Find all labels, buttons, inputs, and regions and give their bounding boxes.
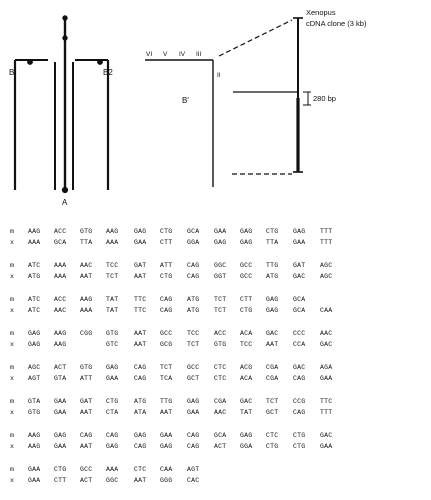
codon: AAT [160,409,173,416]
codon: GGC [214,262,227,269]
species-label: m [10,398,14,405]
codon: ATT [160,262,173,269]
codon: ACG [240,364,253,371]
codon: GAA [293,239,306,246]
species-label: m [10,228,14,235]
codon: CTG [293,432,306,439]
codon: TCA [160,375,173,382]
codon: TCT [214,307,227,314]
codon: CAG [134,443,147,450]
codon: CTC [214,364,227,371]
codon: TTT [320,228,333,235]
species-label: x [10,443,14,450]
codon: GAG [106,443,119,450]
codon: GAG [187,398,200,405]
sequence-row-m [0,465,431,474]
codon: ACC [54,228,67,235]
codon: TTC [134,307,147,314]
codon: TTC [320,398,333,405]
codon: AAA [54,273,67,280]
species-label: x [10,341,14,348]
codon: CCG [293,398,306,405]
codon: CTG [266,443,279,450]
codon: GAA [28,466,41,473]
codon: ATC [28,307,41,314]
codon: GAA [320,375,333,382]
species-label: m [10,330,14,337]
codon: GTG [80,364,93,371]
codon: AGT [187,466,200,473]
codon: TAT [106,307,119,314]
codon: AGC [320,262,333,269]
codon: GAG [54,432,67,439]
label-iii: III [196,51,202,58]
sequence-row-x [0,238,431,247]
codon: GCC [240,273,253,280]
codon: CGA [214,398,227,405]
codon: GAT [293,262,306,269]
codon: AAG [28,432,41,439]
codon: GAG [214,239,227,246]
species-label: x [10,239,14,246]
codon: ATG [187,307,200,314]
codon: TTA [266,239,279,246]
codon: ATG [187,296,200,303]
codon: GCG [160,341,173,348]
codon: AAA [54,262,67,269]
species-label: m [10,296,14,303]
sequence-row-m [0,431,431,440]
codon: GAG [28,341,41,348]
codon: GTG [80,228,93,235]
codon: GGC [106,477,119,484]
codon: GCA [293,296,306,303]
codon: GAA [54,443,67,450]
codon: AAG [28,228,41,235]
codon: GAC [293,364,306,371]
label-b-prime: B' [182,96,189,105]
codon: TCT [214,296,227,303]
codon: AGC [28,364,41,371]
codon: CAG [293,375,306,382]
codon: TTG [266,262,279,269]
codon: AAG [106,228,119,235]
codon: GAC [320,341,333,348]
codon: AGA [320,364,333,371]
codon: GAG [28,330,41,337]
codon: AAA [28,239,41,246]
species-label: m [10,262,14,269]
codon: CAG [187,443,200,450]
codon: TCT [187,341,200,348]
codon: GCA [54,239,67,246]
codon: CAG [134,364,147,371]
sequence-row-m [0,295,431,304]
codon: GAC [320,432,333,439]
codon: GAG [134,228,147,235]
sequence-row-x [0,340,431,349]
codon: ATC [28,262,41,269]
codon: CTA [106,409,119,416]
codon: GAG [293,228,306,235]
sequence-row-x [0,476,431,485]
label-iv: IV [179,51,186,58]
species-label: x [10,273,14,280]
codon: GAA [28,477,41,484]
label-b2: B2 [103,68,113,77]
codon: AGT [28,375,41,382]
codon: ACT [80,477,93,484]
codon: GGA [187,239,200,246]
codon: ATA [134,409,147,416]
species-label: x [10,307,14,314]
codon: CTC [134,466,147,473]
codon: CCA [293,341,306,348]
species-label: x [10,375,14,382]
clone-label-line2: cDNA clone (3 kb) [306,19,367,28]
codon: TCT [266,398,279,405]
codon: CAC [187,477,200,484]
codon: AAC [214,409,227,416]
bp-label: 280 bp [313,94,336,103]
codon: ATG [266,273,279,280]
codon: ACC [54,296,67,303]
codon: CAA [320,307,333,314]
codon: CTG [266,228,279,235]
codon: GCC [160,330,173,337]
codon: AAT [134,477,147,484]
codon: CAG [160,307,173,314]
label-b1: B' [9,68,16,77]
codon: GAC [240,398,253,405]
codon: TTA [80,239,93,246]
codon: GGA [240,443,253,450]
codon: GTA [28,398,41,405]
codon: ATT [80,375,93,382]
codon: CAG [293,409,306,416]
species-label: m [10,466,14,473]
codon: TTT [320,239,333,246]
codon: CTG [106,398,119,405]
codon: GAG [106,364,119,371]
codon: CAG [160,296,173,303]
codon: GCC [80,466,93,473]
clone-label-line1: Xenopus [306,8,336,17]
codon: GTC [106,341,119,348]
codon: GAA [320,443,333,450]
codon: GGG [160,477,173,484]
codon: AAC [54,307,67,314]
codon: TCT [106,273,119,280]
codon: GAC [293,273,306,280]
codon: AAG [80,296,93,303]
codon: CTG [240,307,253,314]
codon: ATC [28,296,41,303]
codon: GAG [134,432,147,439]
codon: TAT [240,409,253,416]
codon: CTT [240,296,253,303]
sequence-row-x [0,272,431,281]
codon: GAT [80,398,93,405]
codon: TTT [320,409,333,416]
sequence-row-x [0,374,431,383]
codon: CCC [293,330,306,337]
codon: CTG [160,228,173,235]
codon: GCC [240,262,253,269]
codon: GAA [54,409,67,416]
sequence-row-m [0,329,431,338]
codon: CTG [54,466,67,473]
sequence-row-x [0,306,431,315]
codon: TCC [106,262,119,269]
codon: ATG [28,273,41,280]
codon: AAT [134,330,147,337]
codon: GAG [240,228,253,235]
codon: GAG [266,296,279,303]
codon: TAT [106,296,119,303]
codon: CGG [80,330,93,337]
codon: CTG [293,443,306,450]
codon: AAT [134,273,147,280]
codon: CAG [80,432,93,439]
codon: AAT [80,443,93,450]
codon: AAC [320,330,333,337]
codon: CTC [214,375,227,382]
codon: GAA [160,432,173,439]
codon: AAT [134,341,147,348]
codon: CGA [266,375,279,382]
codon: GCA [293,307,306,314]
codon: CAA [160,466,173,473]
codon: GAA [134,239,147,246]
codon: AAC [80,262,93,269]
species-label: x [10,409,14,416]
codon: AAA [80,307,93,314]
codon: ATG [134,398,147,405]
codon: GAT [134,262,147,269]
codon: GAG [266,307,279,314]
codon: ACA [240,375,253,382]
codon: AAT [266,341,279,348]
codon: ACA [240,330,253,337]
codon: GCT [266,409,279,416]
codon: GTG [28,409,41,416]
codon: GTA [54,375,67,382]
codon: GAA [106,375,119,382]
codon: ACT [54,364,67,371]
sequence-row-m [0,227,431,236]
codon: AAT [80,409,93,416]
codon: AAG [54,330,67,337]
codon: GTG [214,341,227,348]
codon: CAG [187,273,200,280]
codon: GAA [187,409,200,416]
label-v: V [163,51,168,58]
label-ii: II [217,72,221,79]
species-label: x [10,477,14,484]
codon: GCA [214,432,227,439]
codon: AAA [106,239,119,246]
label-vi: VI [146,51,153,58]
label-a: A [62,198,68,207]
sequence-row-m [0,363,431,372]
codon: TCT [160,364,173,371]
codon: CAG [106,432,119,439]
codon: TCC [240,341,253,348]
species-label: m [10,364,14,371]
codon: CTC [266,432,279,439]
codon: GGT [214,273,227,280]
codon: CTT [160,239,173,246]
codon: TCC [187,330,200,337]
codon: AAA [106,466,119,473]
species-label: m [10,432,14,439]
codon: TTG [160,398,173,405]
codon: GAA [214,228,227,235]
codon: GAG [240,239,253,246]
sequence-row-m [0,261,431,270]
codon: CAG [134,375,147,382]
codon: AAG [54,341,67,348]
codon: CAG [187,262,200,269]
codon: GAC [266,330,279,337]
codon: AAT [80,273,93,280]
codon: GCA [187,228,200,235]
codon: TTC [134,296,147,303]
codon: GCT [187,375,200,382]
codon: CGA [266,364,279,371]
codon: AAG [28,443,41,450]
codon: CAG [187,432,200,439]
codon: GAG [240,432,253,439]
codon: CTG [160,273,173,280]
codon: GTG [106,330,119,337]
codon: GAA [54,398,67,405]
sequence-row-x [0,442,431,451]
codon: CTT [54,477,67,484]
codon: ACT [214,443,227,450]
codon: ACC [214,330,227,337]
codon: GCC [187,364,200,371]
sequence-row-m [0,397,431,406]
codon: GAG [160,443,173,450]
codon: AGC [320,273,333,280]
sequence-row-x [0,408,431,417]
